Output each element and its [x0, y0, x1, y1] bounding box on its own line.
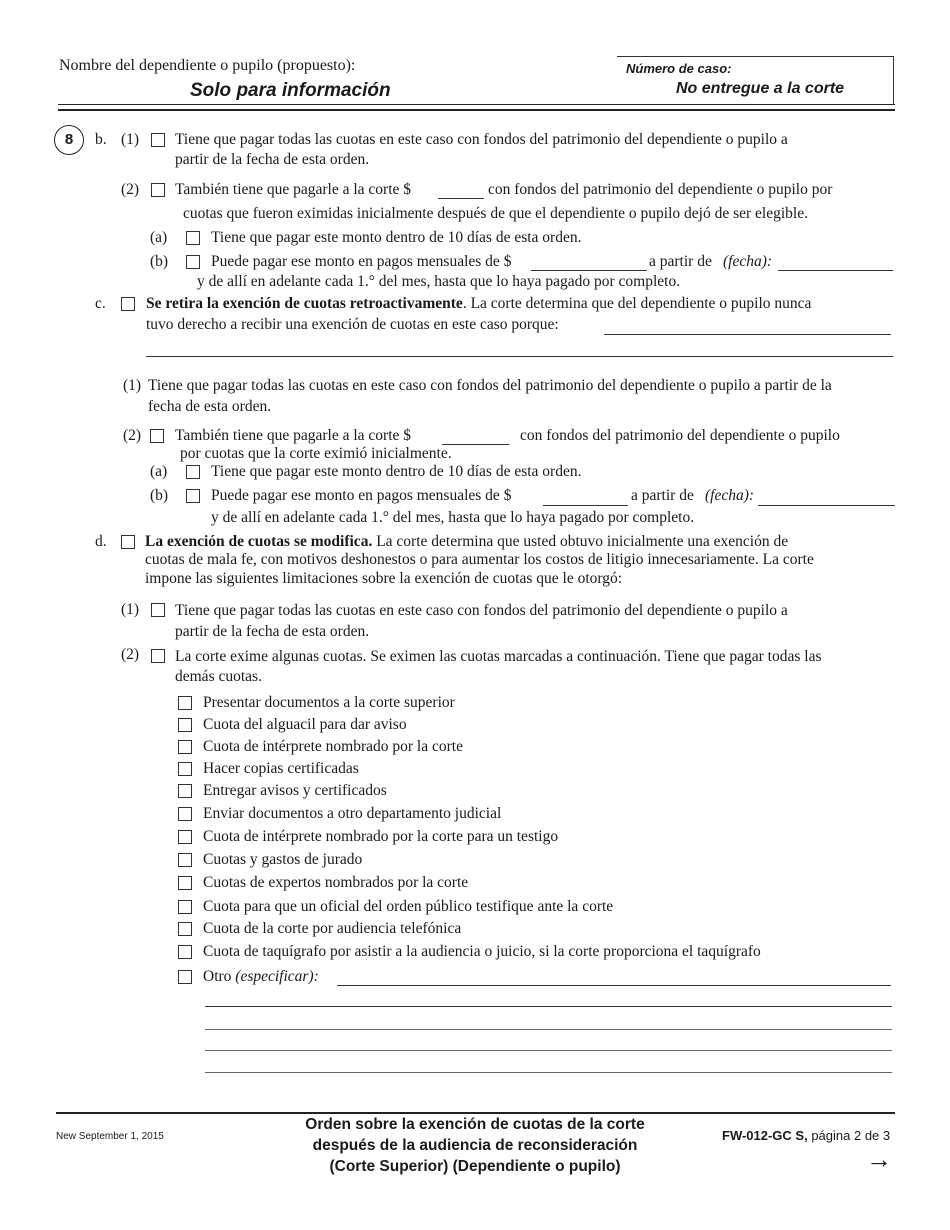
- fee-other-specify: (especificar):: [235, 968, 319, 985]
- item-b2b-text: Puede pagar ese monto en pagos mensuales de $: [211, 253, 512, 270]
- item-c2-checkbox[interactable]: [150, 429, 164, 443]
- item-d2-text-2: demás cuotas.: [175, 668, 262, 685]
- item-b2-amount-field[interactable]: [438, 198, 484, 199]
- fee-checkbox[interactable]: [178, 876, 192, 890]
- item-c2a-text: Tiene que pagar este monto dentro de 10 días de esta orden.: [211, 463, 582, 480]
- form-id: FW-012-GC S,: [722, 1128, 808, 1143]
- item-d-text-2: cuotas de mala fe, con motivos deshonestos o para aumentar los costos de litigio innecesariamente. La corte: [145, 551, 814, 568]
- item-b2b-start-label: a partir de: [649, 253, 712, 270]
- item-c-text-2: tuvo derecho a recibir una exención de cuotas en este caso porque:: [146, 316, 559, 333]
- fee-other-label: [203, 968, 319, 986]
- item-c-rest: . La corte determina que del dependiente o pupilo nunca: [462, 295, 812, 312]
- page-info: página 2 de 3: [811, 1128, 891, 1143]
- fee-label: Cuota para que un oficial del orden público testifique ante la corte: [203, 898, 614, 915]
- item-c1-number: (1): [123, 377, 142, 394]
- fee-label: Cuota de la corte por audiencia telefónica: [203, 920, 462, 937]
- item-c-bold: Se retira la exención de cuotas retroactivamente: [146, 295, 463, 312]
- item-d2-checkbox[interactable]: [151, 649, 165, 663]
- item-c2-text-2: por cuotas que la corte eximió inicialmente.: [180, 445, 452, 462]
- item-b1-number: (1): [121, 131, 140, 148]
- dependent-name-label: Nombre del dependiente o pupilo (propuesto):: [59, 57, 356, 74]
- item-c1-text-2: fecha de esta orden.: [148, 398, 272, 415]
- fee-checkbox[interactable]: [178, 784, 192, 798]
- item-d-rest: La corte determina que usted obtuvo inicialmente una exención de: [372, 533, 789, 550]
- fee-label: Enviar documentos a otro departamento judicial: [203, 805, 502, 822]
- item-c-letter: c.: [95, 295, 106, 312]
- fee-other-field-3[interactable]: [205, 1029, 892, 1030]
- item-c2b-fecha: (fecha):: [705, 487, 755, 504]
- item-c2-text-post: con fondos del patrimonio del dependiente o pupilo: [520, 427, 840, 444]
- fee-label: Cuota de intérprete nombrado por la corte para un testigo: [203, 828, 559, 845]
- fee-label: Presentar documentos a la corte superior: [203, 694, 455, 711]
- item-c2b-text-2: y de allí en adelante cada 1.° del mes, hasta que lo haya pagado por completo.: [211, 509, 695, 526]
- form-title-line2: después de la audiencia de reconsideración: [312, 1137, 638, 1154]
- fee-label: Cuotas y gastos de jurado: [203, 851, 363, 868]
- form-title-line1: Orden sobre la exención de cuotas de la corte: [305, 1116, 645, 1133]
- item-d1-number: (1): [121, 601, 140, 618]
- item-d-letter: d.: [95, 533, 107, 550]
- fee-label: Cuota del alguacil para dar aviso: [203, 716, 407, 733]
- fee-label: Cuota de taquígrafo por asistir a la audiencia o juicio, si la corte proporciona el taquígrafo: [203, 943, 761, 960]
- item-c2a-label: (a): [150, 463, 168, 480]
- item-c-checkbox[interactable]: [121, 297, 135, 311]
- fee-checkbox[interactable]: [178, 900, 192, 914]
- section-number: 8: [64, 131, 74, 148]
- item-d1-checkbox[interactable]: [151, 603, 165, 617]
- item-b2-number: (2): [121, 181, 140, 198]
- fee-checkbox[interactable]: [178, 830, 192, 844]
- item-c2b-text: Puede pagar ese monto en pagos mensuales de $: [211, 487, 512, 504]
- fee-checkbox[interactable]: [178, 718, 192, 732]
- next-page-arrow-icon[interactable]: →: [866, 1144, 892, 1174]
- item-c-text: [146, 295, 811, 313]
- item-b2b-text-2: y de allí en adelante cada 1.° del mes, hasta que lo haya pagado por completo.: [197, 273, 681, 290]
- item-b2a-label: (a): [150, 229, 168, 246]
- item-c2a-checkbox[interactable]: [186, 465, 200, 479]
- item-d-text-3: impone las siguientes limitaciones sobre la exención de cuotas que le otorgó:: [145, 570, 623, 587]
- item-b2-checkbox[interactable]: [151, 183, 165, 197]
- item-d-checkbox[interactable]: [121, 535, 135, 549]
- item-c2b-payment-field[interactable]: [543, 505, 628, 506]
- item-c2-amount-field[interactable]: [442, 444, 509, 445]
- item-b2-text: También tiene que pagarle a la corte $: [175, 181, 412, 198]
- item-b2a-checkbox[interactable]: [186, 231, 200, 245]
- revision-date: New September 1, 2015: [56, 1131, 164, 1142]
- fee-checkbox[interactable]: [178, 945, 192, 959]
- item-d-bold: La exención de cuotas se modifica.: [145, 533, 373, 550]
- item-c-reason-field[interactable]: [604, 334, 891, 335]
- form-id-line: [722, 1127, 890, 1145]
- item-c2b-label: (b): [150, 487, 169, 504]
- dependent-name-value[interactable]: Solo para información: [190, 80, 391, 101]
- item-b2b-date-field[interactable]: [778, 270, 893, 271]
- item-b1-checkbox[interactable]: [151, 133, 165, 147]
- fee-other-field-2[interactable]: [205, 1006, 892, 1007]
- fee-checkbox[interactable]: [178, 807, 192, 821]
- item-b2a-text: Tiene que pagar este monto dentro de 10 días de esta orden.: [211, 229, 582, 246]
- item-c2b-start-label: a partir de: [631, 487, 694, 504]
- item-d1-text: Tiene que pagar todas las cuotas en este caso con fondos del patrimonio del dependiente o pupilo a: [175, 602, 788, 619]
- form-title-line3: (Corte Superior) (Dependiente o pupilo): [329, 1158, 621, 1175]
- item-b2b-payment-field[interactable]: [531, 270, 647, 271]
- item-b2b-checkbox[interactable]: [186, 255, 200, 269]
- fee-checkbox[interactable]: [178, 762, 192, 776]
- fee-other-field-5[interactable]: [205, 1072, 892, 1073]
- item-c2b-checkbox[interactable]: [186, 489, 200, 503]
- fee-other-text: Otro: [203, 968, 232, 985]
- case-number-value[interactable]: No entregue a la corte: [676, 80, 845, 97]
- fee-label: Hacer copias certificadas: [203, 760, 359, 777]
- item-d2-number: (2): [121, 646, 140, 663]
- item-c1-text: Tiene que pagar todas las cuotas en este caso con fondos del patrimonio del dependiente o pupilo a partir de la: [148, 377, 832, 394]
- item-c2-number: (2): [123, 427, 142, 444]
- item-b2b-label: (b): [150, 253, 169, 270]
- item-d-text: [145, 533, 788, 551]
- fee-other-field[interactable]: [337, 985, 891, 986]
- item-c2-text: También tiene que pagarle a la corte $: [175, 427, 412, 444]
- fee-other-field-4[interactable]: [205, 1050, 892, 1051]
- fee-checkbox[interactable]: [178, 922, 192, 936]
- item-b2b-fecha: (fecha):: [723, 253, 773, 270]
- fee-checkbox[interactable]: [178, 853, 192, 867]
- item-c-reason-field-2[interactable]: [146, 356, 893, 357]
- fee-label: Cuotas de expertos nombrados por la corte: [203, 874, 469, 891]
- item-d2-text: La corte exime algunas cuotas. Se eximen las cuotas marcadas a continuación. Tiene que pagar todas las: [175, 648, 822, 665]
- item-b-letter: b.: [95, 131, 107, 148]
- item-b2-text-post: con fondos del patrimonio del dependiente o pupilo por: [488, 181, 833, 198]
- item-c2b-date-field[interactable]: [758, 505, 895, 506]
- case-number-label: Número de caso:: [626, 61, 732, 76]
- fee-checkbox[interactable]: [178, 740, 192, 754]
- form-title: [250, 1114, 700, 1177]
- item-b2-text-2: cuotas que fueron eximidas inicialmente después de que el dependiente o pupilo dejó de ser elegible.: [183, 205, 808, 222]
- fee-label: Cuota de intérprete nombrado por la corte: [203, 738, 463, 755]
- header-rule: [58, 104, 895, 111]
- fee-label: Entregar avisos y certificados: [203, 782, 387, 799]
- item-b1-text-2: partir de la fecha de esta orden.: [175, 151, 370, 168]
- fee-other-checkbox[interactable]: [178, 970, 192, 984]
- fee-checkbox[interactable]: [178, 696, 192, 710]
- item-d1-text-2: partir de la fecha de esta orden.: [175, 623, 370, 640]
- item-b1-text: Tiene que pagar todas las cuotas en este caso con fondos del patrimonio del dependiente o pupilo a: [175, 131, 788, 148]
